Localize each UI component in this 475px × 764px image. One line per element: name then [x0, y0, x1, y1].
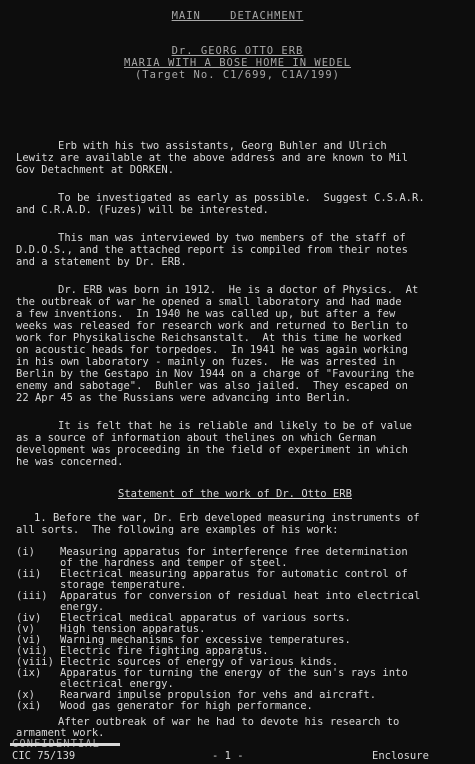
item-text: electrical energy.: [60, 678, 174, 690]
para5-line4: he was concerned.: [16, 456, 124, 468]
para4-line7: in his own laboratory - mainly on fuzes. He was arrested in: [16, 356, 396, 368]
para4-line8: Berlin by the Gestapo in Nov 1944 on a charge of "Favouring the: [16, 368, 415, 380]
item-text: Apparatus for conversion of residual heat into electrical: [60, 590, 421, 602]
item-number: (x): [16, 689, 35, 701]
para3-line3: and a statement by Dr. ERB.: [16, 256, 187, 268]
para5-line1: It is felt that he is reliable and likely to be of value: [58, 420, 413, 432]
item-text: Warning mechanisms for excessive temperatures.: [60, 634, 351, 646]
item-text: Wood gas generator for high performance.: [60, 700, 313, 712]
para4-line5: work for Physikalische Reichsanstalt. At this time he worked: [16, 332, 402, 344]
para1-line2: Lewitz are available at the above address and are known to Mil: [16, 152, 408, 164]
item-text: Electric fire fighting apparatus.: [60, 645, 269, 657]
para1-line1: Erb with his two assistants, Georg Buhler and Ulrich: [58, 140, 387, 152]
closing-line2: armament work.: [16, 727, 105, 739]
enclosure-label: Enclosure: [372, 750, 429, 762]
item-number: (iii): [16, 590, 48, 602]
para4-line3: a few inventions. In 1940 he was called up, but after a few: [16, 308, 396, 320]
para3-line1: This man was interviewed by two members of the staff of: [58, 232, 406, 244]
para1-line3: Gov Detachment at DORKEN.: [16, 164, 175, 176]
para4-line1: Dr. ERB was born in 1912. He is a doctor of Physics. At: [58, 284, 419, 296]
item-number: (iv): [16, 612, 42, 624]
statement-title: Statement of the work of Dr. Otto ERB: [118, 488, 352, 500]
item-text: energy.: [60, 601, 105, 613]
item-number: (vi): [16, 634, 42, 646]
item-number: (i): [16, 546, 35, 558]
item-text: Electric sources of energy of various kinds.: [60, 656, 339, 668]
item-text: Measuring apparatus for interference free determination: [60, 546, 408, 558]
header-line-4: (Target No. C1/699, C1A/199): [134, 69, 340, 81]
item-text: of the hardness and temper of steel.: [60, 557, 288, 569]
item-number: (viii): [16, 656, 54, 668]
item-text: storage temperature.: [60, 579, 187, 591]
item-number: (xi): [16, 700, 42, 712]
header-line-2: Dr. GEORG OTTO ERB: [171, 45, 304, 57]
para4-line10: 22 Apr 45 as the Russians were advancing into Berlin.: [16, 392, 352, 404]
closing-line1: After outbreak of war he had to devote his research to: [58, 716, 400, 728]
section1-line1: 1. Before the war, Dr. Erb developed measuring instruments of: [34, 512, 420, 524]
header-line-1: MAIN DETACHMENT: [171, 10, 304, 22]
para4-line6: on acoustic heads for torpedoes. In 1941 he was again working: [16, 344, 408, 356]
para4-line9: enemy and sabotage". Buhler was also jailed. They escaped on: [16, 380, 408, 392]
para2-line2: and C.R.A.D. (Fuzes) will be interested.: [16, 204, 269, 216]
item-number: (vii): [16, 645, 48, 657]
item-text: Electrical measuring apparatus for automatic control of: [60, 568, 408, 580]
footer-reference: CIC 75/139: [12, 750, 76, 762]
item-text: Electrical medical apparatus of various sorts.: [60, 612, 351, 624]
section1-line2: all sorts. The following are examples of his work:: [16, 524, 339, 536]
para3-line2: D.D.O.S., and the attached report is compiled from their notes: [16, 244, 408, 256]
page-number: - 1 -: [212, 750, 244, 762]
item-number: (ii): [16, 568, 42, 580]
item-text: High tension apparatus.: [60, 623, 206, 635]
redaction-bar: [10, 743, 120, 746]
para4-line4: weeks was released for research work and returned to Berlin to: [16, 320, 408, 332]
item-number: (v): [16, 623, 35, 635]
para5-line3: development was proceeding in the field of experiment in which: [16, 444, 408, 456]
item-text: Rearward impulse propulsion for vehs and aircraft.: [60, 689, 377, 701]
item-text: Apparatus for turning the energy of the sun's rays into: [60, 667, 408, 679]
para2-line1: To be investigated as early as possible. Suggest C.S.A.R.: [58, 192, 425, 204]
item-number: (ix): [16, 667, 42, 679]
para5-line2: as a source of information about thelines on which German: [16, 432, 377, 444]
para4-line2: the outbreak of war he opened a small laboratory and had made: [16, 296, 402, 308]
header-line-3: MARIA WITH A BOSE HOME IN WEDEL: [124, 57, 351, 69]
